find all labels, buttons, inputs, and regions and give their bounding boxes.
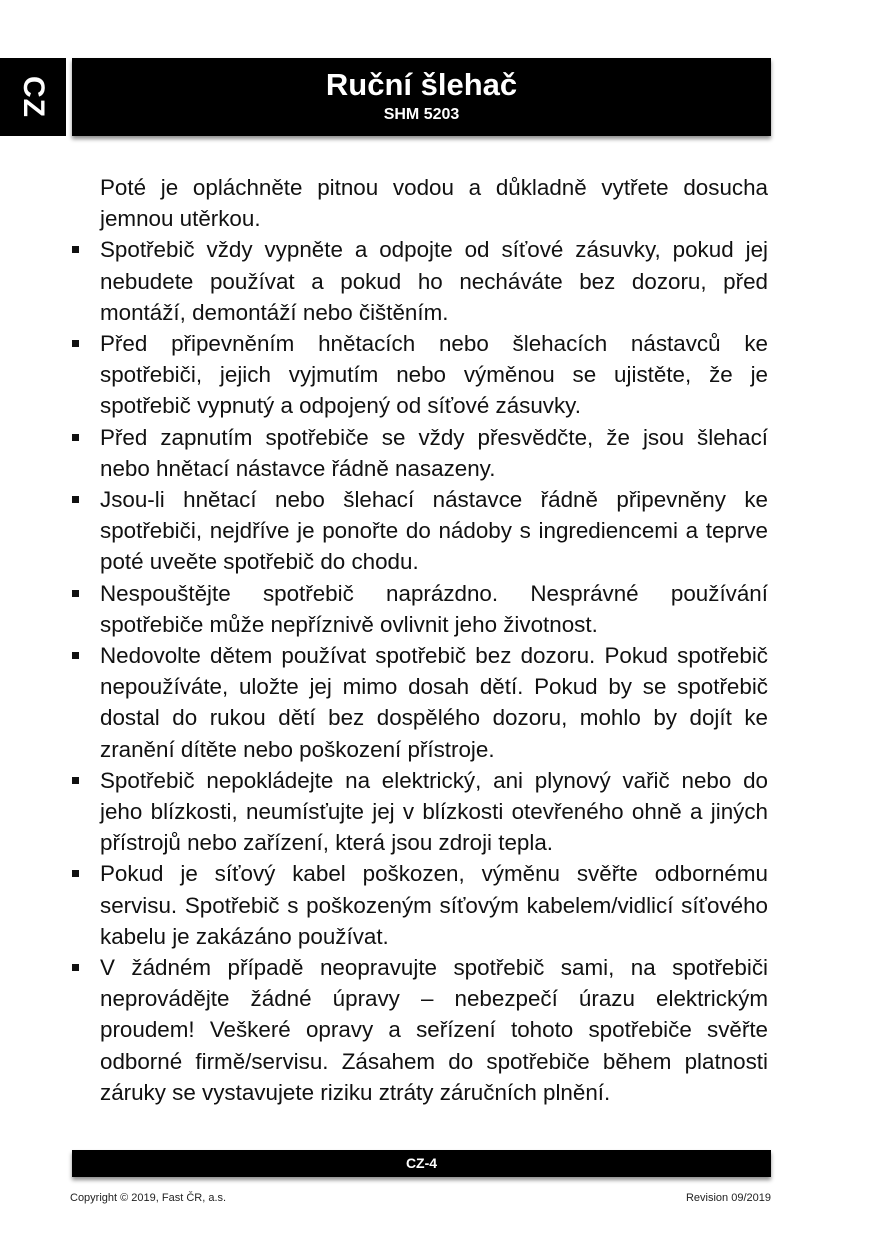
bullet-icon bbox=[72, 652, 79, 659]
page-number: CZ-4 bbox=[405, 1155, 438, 1171]
language-code: CZ bbox=[17, 76, 50, 118]
list-item: Spotřebič vždy vypněte a odpojte od síťové zásuvky, pokud jej nebudete používat a pokud ho necháváte bez dozoru, před montáží, demontáží nebo čištěním. bbox=[100, 234, 768, 328]
bullet-icon bbox=[72, 246, 79, 253]
safety-instructions bbox=[100, 172, 768, 1108]
intro-text: Poté je opláchněte pitnou vodou a důkladně vytřete dosucha jemnou utěrkou. bbox=[100, 175, 768, 232]
list-item: V žádném případě neopravujte spotřebič sami, na spotřebiči neprovádějte žádné úpravy – nebezpečí úrazu elektrickým proudem! Veškeré opravy a seřízení tohoto spotřebiče svěřte odborné firmě/servisu. Zásahem do spotřebiče během platnosti záruky se vystavujete riziku ztráty záručních plnění. bbox=[100, 952, 768, 1108]
list-item: Jsou-li hnětací nebo šlehací nástavce řádně připevněny ke spotřebiči, nejdříve je ponořte do nádoby s ingrediencemi a teprve poté uveěte spotřebič do chodu. bbox=[100, 484, 768, 578]
bullet-icon bbox=[72, 777, 79, 784]
list-item: Před zapnutím spotřebiče se vždy přesvědčte, že jsou šlehací nebo hnětací nástavce řádně nasazeny. bbox=[100, 422, 768, 484]
page-number-bar bbox=[72, 1150, 771, 1177]
language-tab bbox=[0, 58, 66, 136]
list-item: Před připevněním hnětacích nebo šlehacích nástavců ke spotřebiči, jejich vyjmutím nebo výměnou se ujistěte, že je spotřebič vypnutý a odpojený od síťové zásuvky. bbox=[100, 328, 768, 422]
list-item: Pokud je síťový kabel poškozen, výměnu svěřte odbornému servisu. Spotřebič s poškozeným síťovým kabelem/vidlicí síťového kabelu je zakázáno používat. bbox=[100, 858, 768, 952]
bullet-icon bbox=[72, 496, 79, 503]
copyright-text: Copyright © 2019, Fast ČR, a.s. bbox=[70, 1192, 227, 1204]
model-number: SHM 5203 bbox=[383, 106, 460, 123]
bullet-icon bbox=[72, 964, 79, 971]
page-title: Ruční šlehač bbox=[325, 67, 518, 102]
bullet-icon bbox=[72, 590, 79, 597]
revision-text: Revision 09/2019 bbox=[685, 1192, 771, 1204]
instruction-list bbox=[100, 234, 768, 1108]
list-item: Nedovolte dětem používat spotřebič bez dozoru. Pokud spotřebič nepoužíváte, uložte jej mimo dosah dětí. Pokud by se spotřebič dostal do rukou dětí bez dospělého dozoru, mohlo by dojít ke zranění dítěte nebo poškození přístroje. bbox=[100, 640, 768, 765]
bullet-icon bbox=[72, 870, 79, 877]
list-item: Spotřebič nepokládejte na elektrický, ani plynový vařič nebo do jeho blízkosti, neumísťujte jej v blízkosti otevřeného ohně a jiných přístrojů nebo zařízení, která jsou zdroji tepla. bbox=[100, 765, 768, 859]
bullet-icon bbox=[72, 340, 79, 347]
list-item: Nespouštějte spotřebič naprázdno. Nesprávné používání spotřebiče může nepříznivě ovlivnit jeho životnost. bbox=[100, 578, 768, 640]
page-header bbox=[72, 58, 771, 136]
bullet-icon bbox=[72, 434, 79, 441]
